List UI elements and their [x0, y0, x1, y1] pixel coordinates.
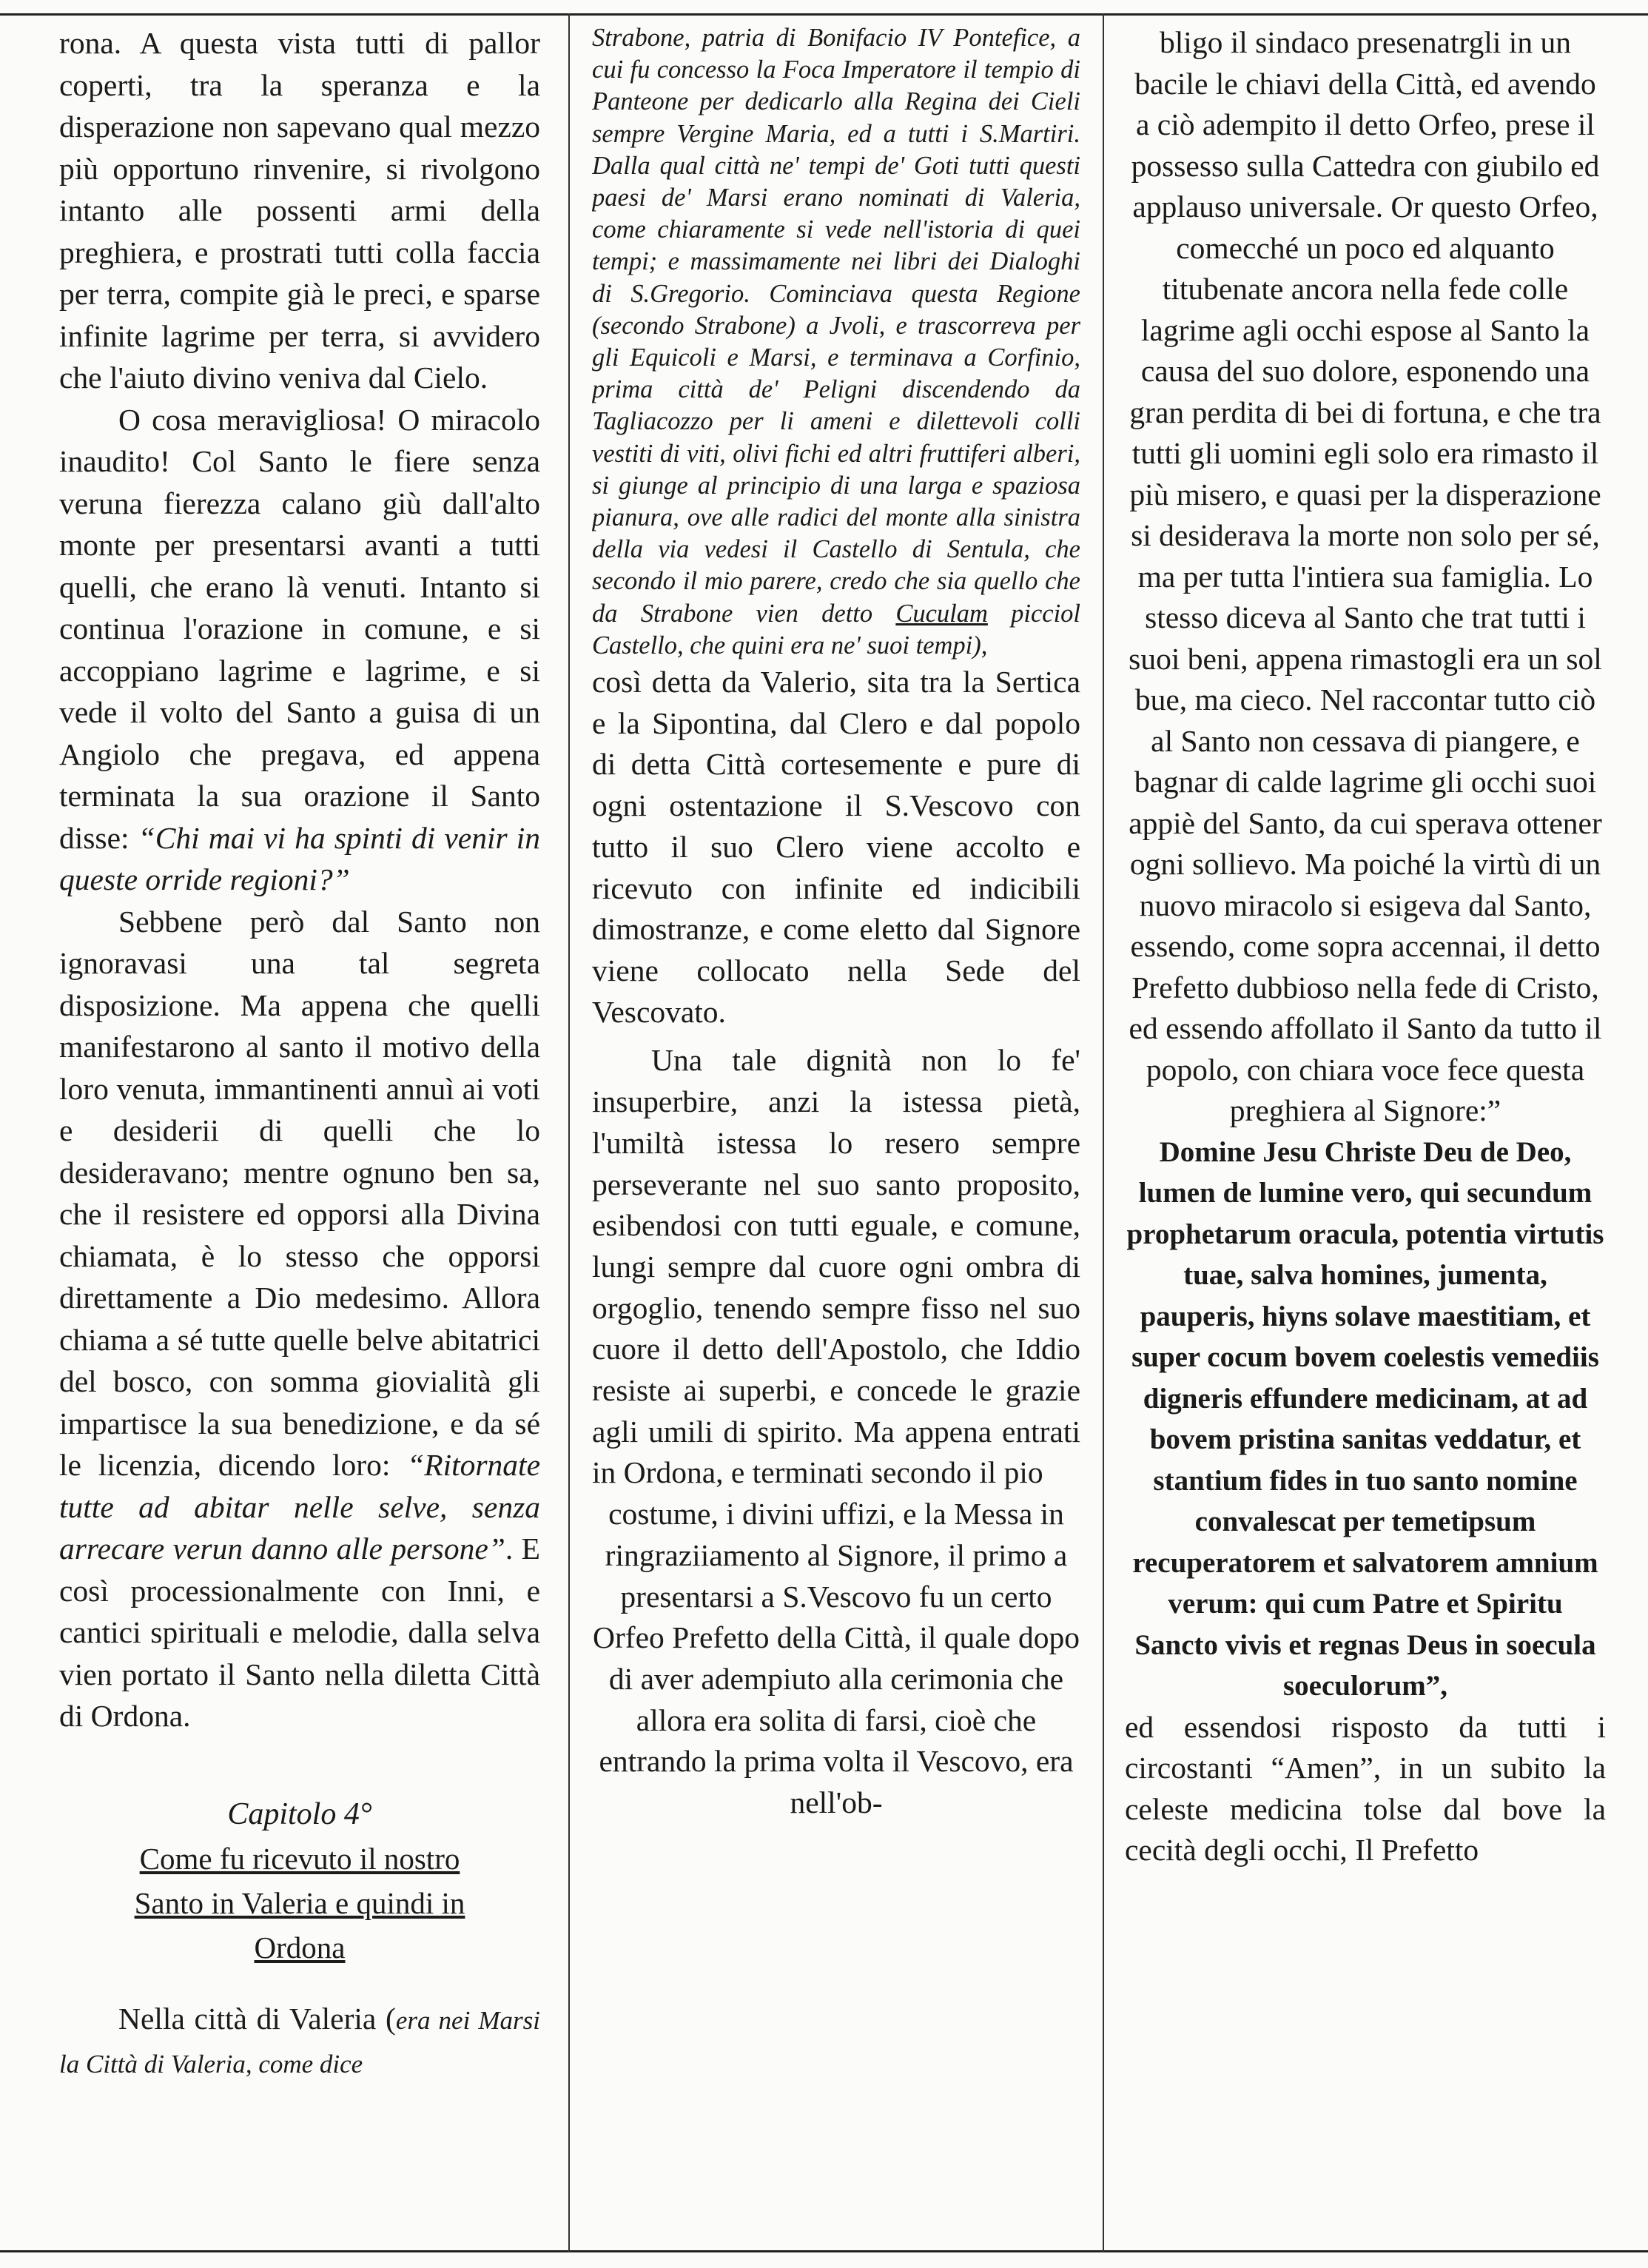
paragraph: Una tale dignità non lo fe' insuperbire, anzi la istessa pietà, l'umiltà istessa lo resero sempre perseverante nel suo santo proposito, esibendosi con tutti eguale, e comune, lungi sempre dal cuore ogni ombra di orgoglio, tenendo sempre fisso nel suo cuore il detto dell'Apostolo, che Iddio resiste ai superbi, e concede le grazie agli umili di spirito. Ma appena entrati in Ordona, e terminati secondo il pio	[592, 1043, 1080, 1490]
paragraph-centered: costume, i divini uffizi, e la Messa in ringraziiamento al Signore, il primo a presentarsi a S.Vescovo fu un certo Orfeo Prefetto della Città, il quale dopo di aver adempiuto alla cerimonia che allora era solita di farsi, cioè che entrando la prima volta il Vescovo, era nell'ob-	[592, 1497, 1080, 1820]
paragraph	[59, 901, 540, 1737]
paragraph-text: . E così processionalmente con Inni, e cantici spirituali e melodie, dalla selva vien portato il Santo nella diletta Città di Ordona.	[59, 1531, 540, 1733]
paragraph: rona. A questa vista tutti di pallor coperti, tra la speranza e la disperazione non sapevano qual mezzo più opportuno rinvenire, si rivolgono intanto alle possenti armi della preghiera, e prostrati tutti colla faccia per terra, compite già le preci, e sparse infinite lagrime per terra, si avvidero che l'aiuto divino veniva dal Cielo.	[59, 26, 540, 395]
paragraph-text: O cosa meravigliosa! O miracolo inaudito! Col Santo le fiere senza veruna fierezza calano giù dall'alto monte per presentarsi avanti a tutti quelli, che erano là venuti. Intanto si continua l'orazione in comune, e si accoppiano lagrime e lagrime, e si vede il volto del Santo a guisa di un Angiolo che pregava, ed appena terminata la sua orazione il Santo disse:	[59, 402, 540, 855]
bottom-rule	[0, 2250, 1648, 2252]
latin-prayer: Domine Jesu Christe Deu de Deo, lumen de lumine vero, qui secundum prophetarum oracula, potentia virtutis tuae, salva homines, jumenta, pauperis, hiyns solave maestitiam, et super cocum bovem coelestis vemediis digneris effundere medicinam, at ad bovem pristina sanitas veddatur, et stantium fides in tuo santo nomine convalescat per temetipsum recuperatorem et salvatorem amnium verum: qui cum Patre et Spiritu Sancto vivis et regnas Deus in soecula soeculorum”,	[1126, 1135, 1604, 1702]
paragraph-centered: bligo il sindaco presenatrgli in un bacile le chiavi della Città, ed avendo a ciò adempito il detto Orfeo, prese il possesso sulla Cattedra con giubilo ed applauso universale. Or questo Orfeo, comecché un poco ed alquanto titubenate ancora nella fede colle lagrime agli occhi espose al Santo la causa del suo dolore, esponendo una gran perdita di bei di fortuna, e che tra tutti gli uomini egli solo era rimasto il più misero, e quasi per la disperazione si desiderava la morte non solo per sé, ma per tutta l'intiera sua famiglia. Lo stesso diceva al Santo che trat tutti i suoi beni, appena rimastogli era un sol bue, ma cieco. Nel raccontar tutto ciò al Santo non cessava di piangere, e bagnar di calde lagrime gli occhi suoi appiè del Santo, da cui sperava ottener ogni sollievo. Ma poiché la virtù di un nuovo miracolo si esigeva dal Santo, essendo, come sopra accennai, il detto Prefetto dubbioso nella fede di Cristo, ed essendo affollato il Santo da tutto il popolo, con chiara voce fece questa preghiera al Signore:”	[1129, 25, 1602, 1127]
chapter-title-line: Santo in Valeria e quindi in	[134, 1885, 465, 1920]
column-left	[59, 22, 540, 2243]
paragraph: così detta da Valerio, sita tra la Sertica e la Sipontina, dal Clero e dal popolo di detta Città cortesemente e pure di ogni ostentazione il S.Vescovo con tutto il suo Clero viene accolto e ricevuto con infinite ed indicibili dimostranze, e come eletto dal Signore viene collocato nella Sede del Vescovato.	[592, 665, 1080, 1029]
paragraph-text: Nella città di Valeria (	[118, 2001, 396, 2036]
italic-note: era nei Marsi la Città di Valeria, come dice	[59, 2005, 540, 2079]
quote-text: “Chi mai vi ha spinti di venir in queste orride regioni?”	[59, 820, 540, 896]
spacer	[59, 1968, 540, 1998]
note-text: Strabone, patria di Bonifacio IV Pontefice, a cui fu concesso la Foca Imperatore il tempio di Panteone per dedicarlo alla Regina dei Cieli sempre Vergine Maria, ed a tutti i S.Martiri. Dalla qual città ne' tempi de' Goti tutti questi paesi de' Marsi erano nominati di Valeria, come chiaramente si vede nell'istoria di quei tempi; e massimamente nei libri dei Dialoghi di S.Gregorio. Cominciava questa Regione (secondo Strabone) a Jvoli, e trascorreva per gli Equicoli e Marsi, e terminava a Corfinio, prima città de' Peligni discendendo da Tagliacozzo per li ameni e dilettevoli colli vestiti di viti, olivi fichi ed altri fruttiferi alberi, si giunge al principio di una larga e spaziosa pianura, ove alle radici del monte alla sinistra della via vedesi il Castello di Sentula, che secondo il mio parere, credo che sia quello che da Strabone vien detto	[592, 24, 1080, 628]
chapter-heading: Capitolo 4°	[227, 1796, 372, 1831]
top-rule	[0, 13, 1648, 16]
chapter-title-line: Ordona	[254, 1930, 346, 1965]
quote-text: “Ritornate tutte ad abitar nelle selve, senza arrecare verun danno alle persone”	[59, 1448, 540, 1566]
column-right	[1125, 22, 1606, 2243]
paragraph	[59, 399, 540, 901]
column-middle	[592, 22, 1080, 2243]
paragraph: ed essendosi risposto da tutti i circostanti “Amen”, in un subito la celeste medicina tolse dal bove la cecità degli occhi, Il Prefetto	[1125, 1709, 1606, 1867]
note-text: picciol Castello, che quini era ne' suoi tempi),	[592, 599, 1080, 660]
paragraph	[59, 1998, 540, 2086]
italic-note-block	[592, 22, 1080, 662]
underlined-word: Cuculam	[895, 599, 988, 628]
paragraph-text: Sebbene però dal Santo non ignoravasi una tal segreta disposizione. Ma appena che quelli manifestarono al santo il motivo della loro venuta, immantinenti annuì ai voti e desiderii di quelli che lo desideravano; mentre ognuno ben sa, che il resistere ed opporsi alla Divina chiamata, è lo stesso che opporsi direttamente a Dio medesimo. Allora chiama a sé tutte quelle belve abitatrici del bosco, con somma giovialità gli impartisce la sua benedizione, e da sé le licenzia, dicendo loro:	[59, 904, 540, 1482]
column-divider-left	[568, 13, 570, 2252]
chapter-title-line: Come fu ricevuto il nostro	[139, 1841, 460, 1876]
column-divider-right	[1103, 13, 1104, 2252]
